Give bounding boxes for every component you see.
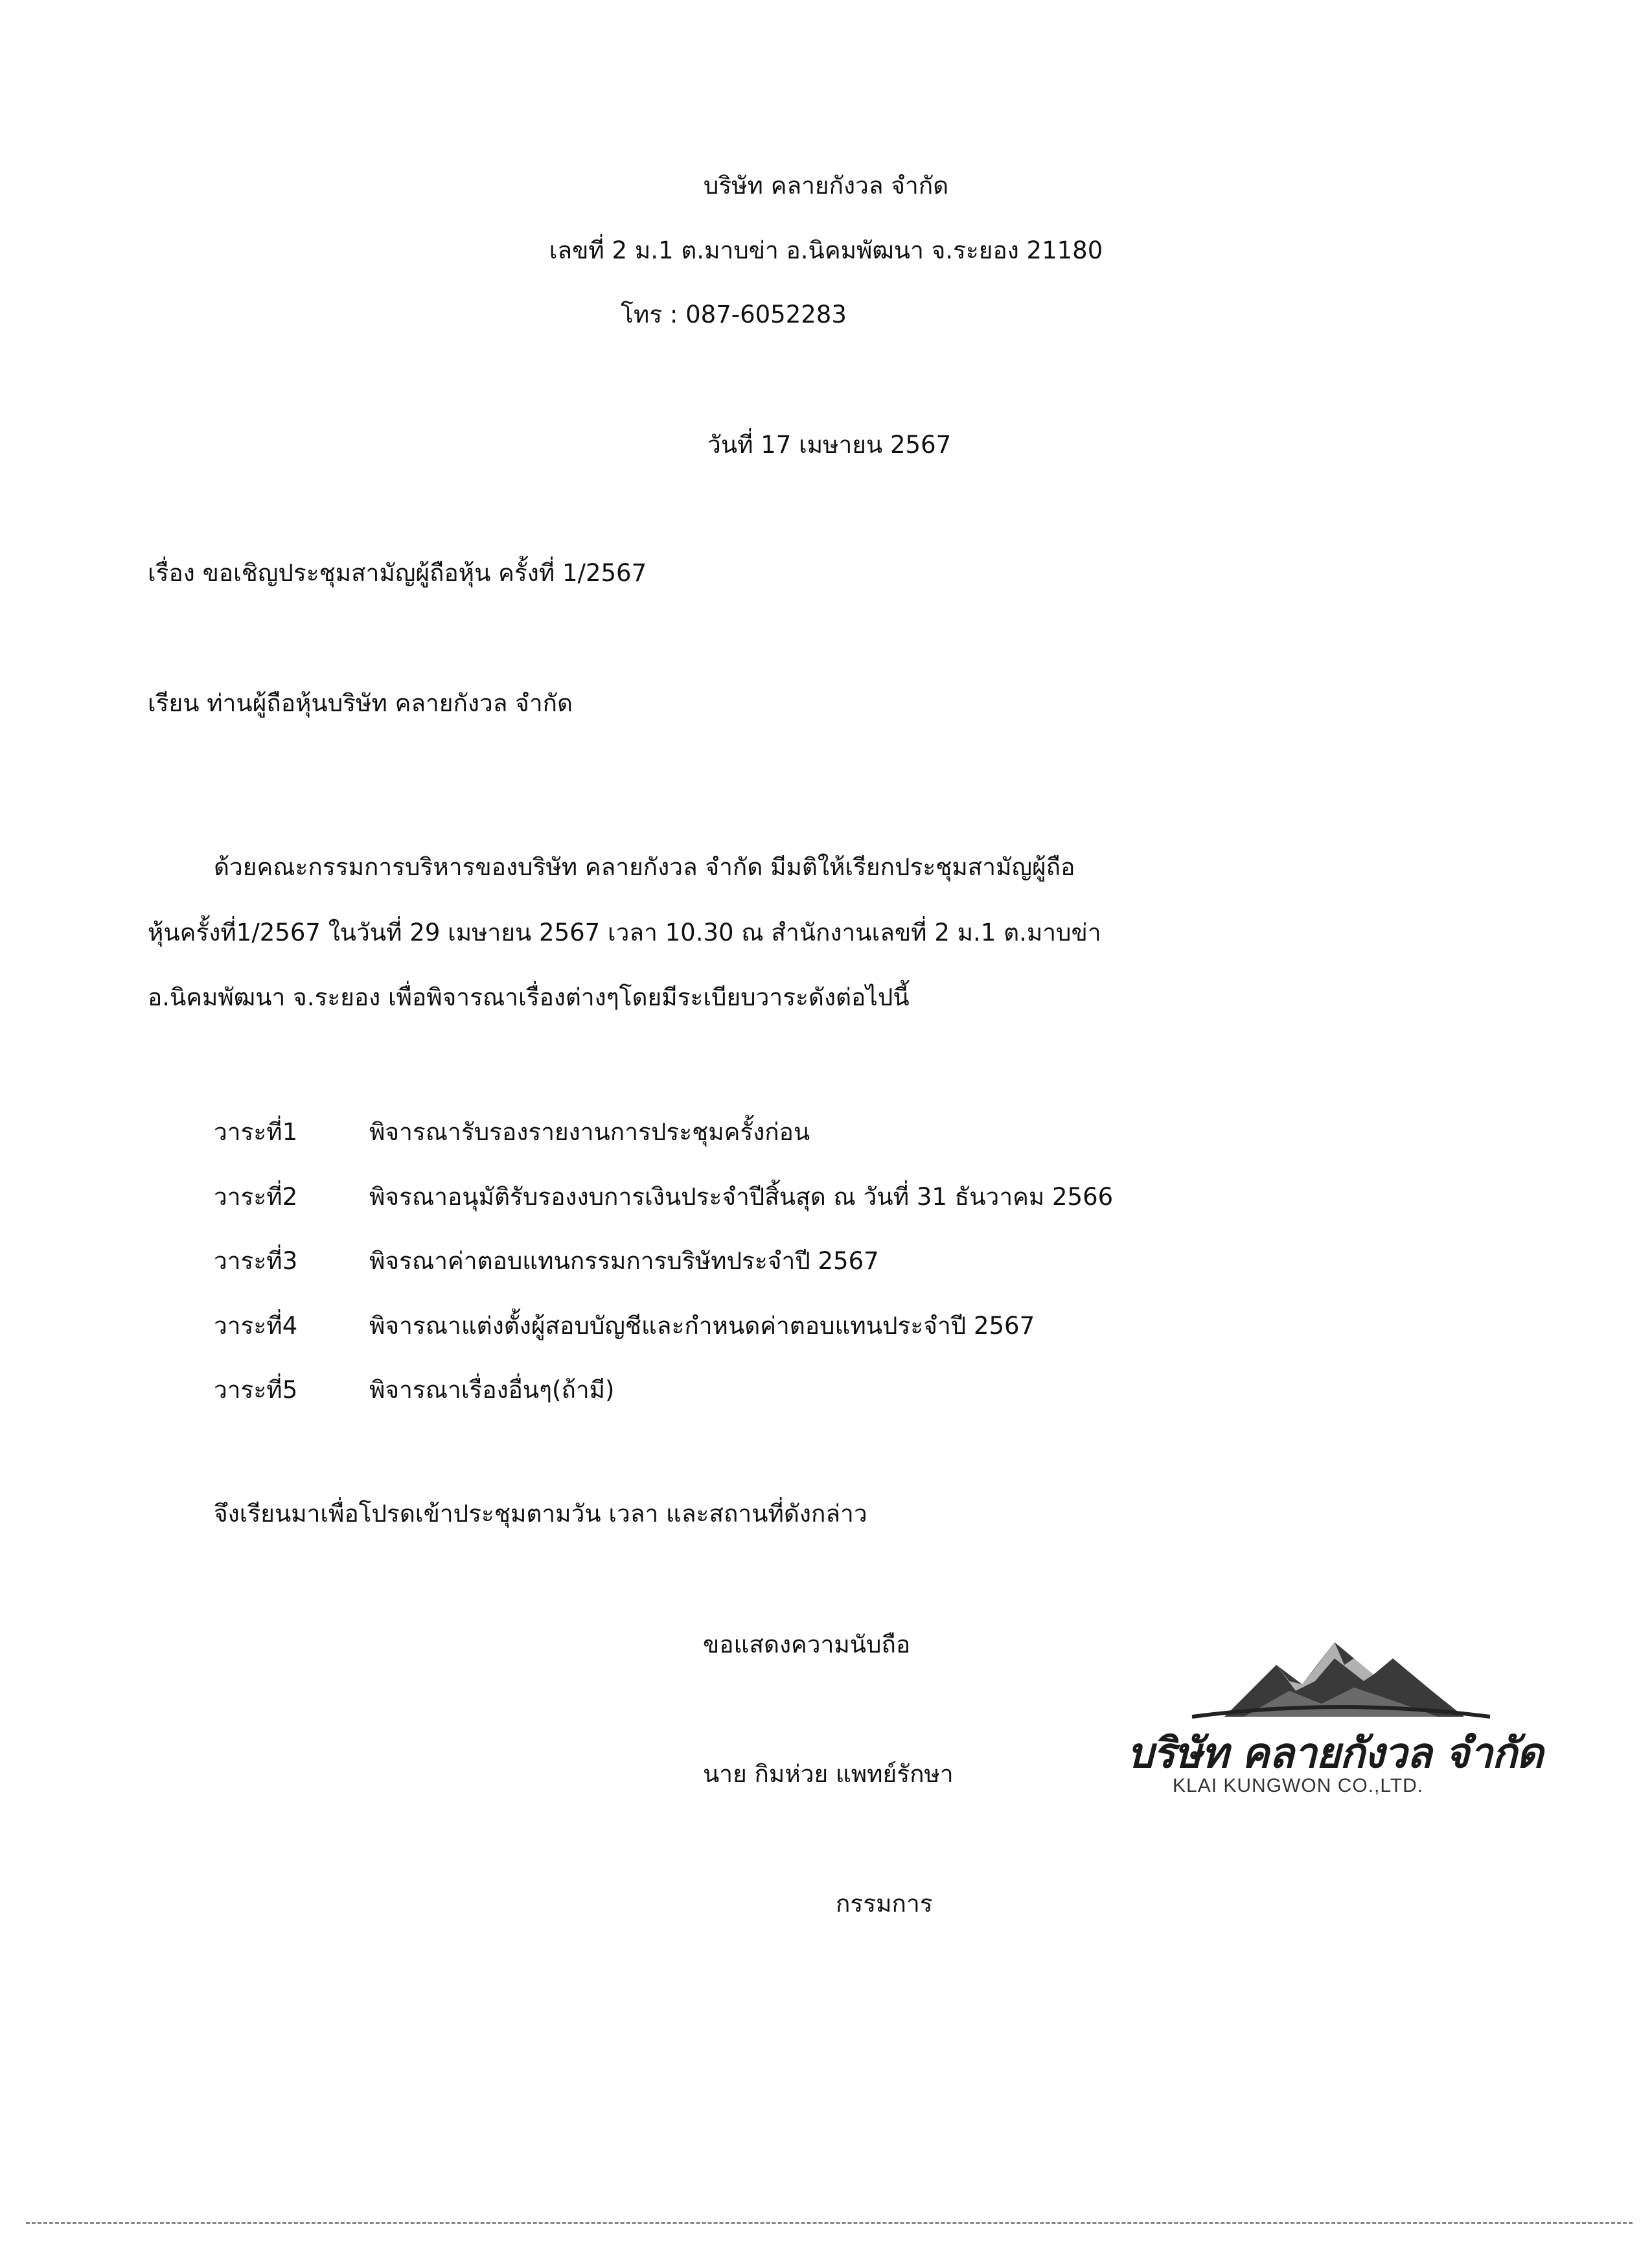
agenda-number: วาระที่2 — [214, 1183, 298, 1211]
letter-subject: เรื่อง ขอเชิญประชุมสามัญผู้ถือหุ้น ครั้งที่ 1/2567 — [148, 559, 647, 587]
company-phone: โทร : 087-6052283 — [621, 301, 847, 328]
company-name: บริษัท คลายกังวล จำกัด — [703, 172, 949, 200]
agenda-number: วาระที่5 — [214, 1376, 298, 1404]
signer-name: นาย กิมห่วย แพทย์รักษา — [703, 1760, 954, 1788]
closing-line: จึงเรียนมาเพื่อโปรดเข้าประชุมตามวัน เวลา และสถานที่ดังกล่าว — [214, 1500, 867, 1528]
scan-edge-line — [26, 2222, 1633, 2226]
agenda-text: พิจรณาอนุมัติรับรองงบการเงินประจำปีสิ้นสุด ณ วันที่ 31 ธันวาคม 2566 — [369, 1183, 1114, 1211]
body-line-3: อ.นิคมพัฒนา จ.ระยอง เพื่อพิจารณาเรื่องต่างๆโดยมีระเบียบวาระดังต่อไปนี้ — [148, 983, 910, 1011]
regards: ขอแสดงความนับถือ — [703, 1631, 911, 1658]
body-line-1: ด้วยคณะกรรมการบริหารของบริษัท คลายกังวล จำกัด มีมติให้เรียกประชุมสามัญผู้ถือ — [214, 853, 1075, 881]
letter-recipient: เรียน ท่านผู้ถือหุ้นบริษัท คลายกังวล จำกัด — [148, 689, 573, 717]
company-address: เลขที่ 2 ม.1 ต.มาบข่า อ.นิคมพัฒนา จ.ระยอง 21180 — [549, 236, 1103, 264]
stamp-company-name-english: KLAI KUNGWON CO.,LTD. — [1173, 1775, 1424, 1796]
stamp-company-name-thai: บริษัท คลายกังวล จำกัด — [1127, 1730, 1543, 1778]
mountain-logo-icon — [1127, 1620, 1529, 1723]
agenda-number: วาระที่4 — [214, 1312, 298, 1340]
agenda-number: วาระที่1 — [214, 1118, 298, 1146]
agenda-number: วาระที่3 — [214, 1247, 298, 1275]
agenda-text: พิจรณาค่าตอบแทนกรรมการบริษัทประจำปี 2567 — [369, 1247, 879, 1275]
agenda-text: พิจารณาแต่งตั้งผู้สอบบัญชีและกำหนดค่าตอบแทนประจำปี 2567 — [369, 1312, 1035, 1340]
agenda-text: พิจารณารับรองรายงานการประชุมครั้งก่อน — [369, 1118, 810, 1146]
letter-date: วันที่ 17 เมษายน 2567 — [707, 431, 952, 459]
agenda-text: พิจารณาเรื่องอื่นๆ(ถ้ามี) — [369, 1376, 615, 1404]
body-line-2: หุ้นครั้งที่1/2567 ในวันที่ 29 เมษายน 2567 เวลา 10.30 ณ สำนักงานเลขที่ 2 ม.1 ต.มาบข่า — [148, 919, 1101, 946]
signer-position: กรรมการ — [836, 1890, 933, 1918]
company-stamp — [1127, 1620, 1543, 1814]
